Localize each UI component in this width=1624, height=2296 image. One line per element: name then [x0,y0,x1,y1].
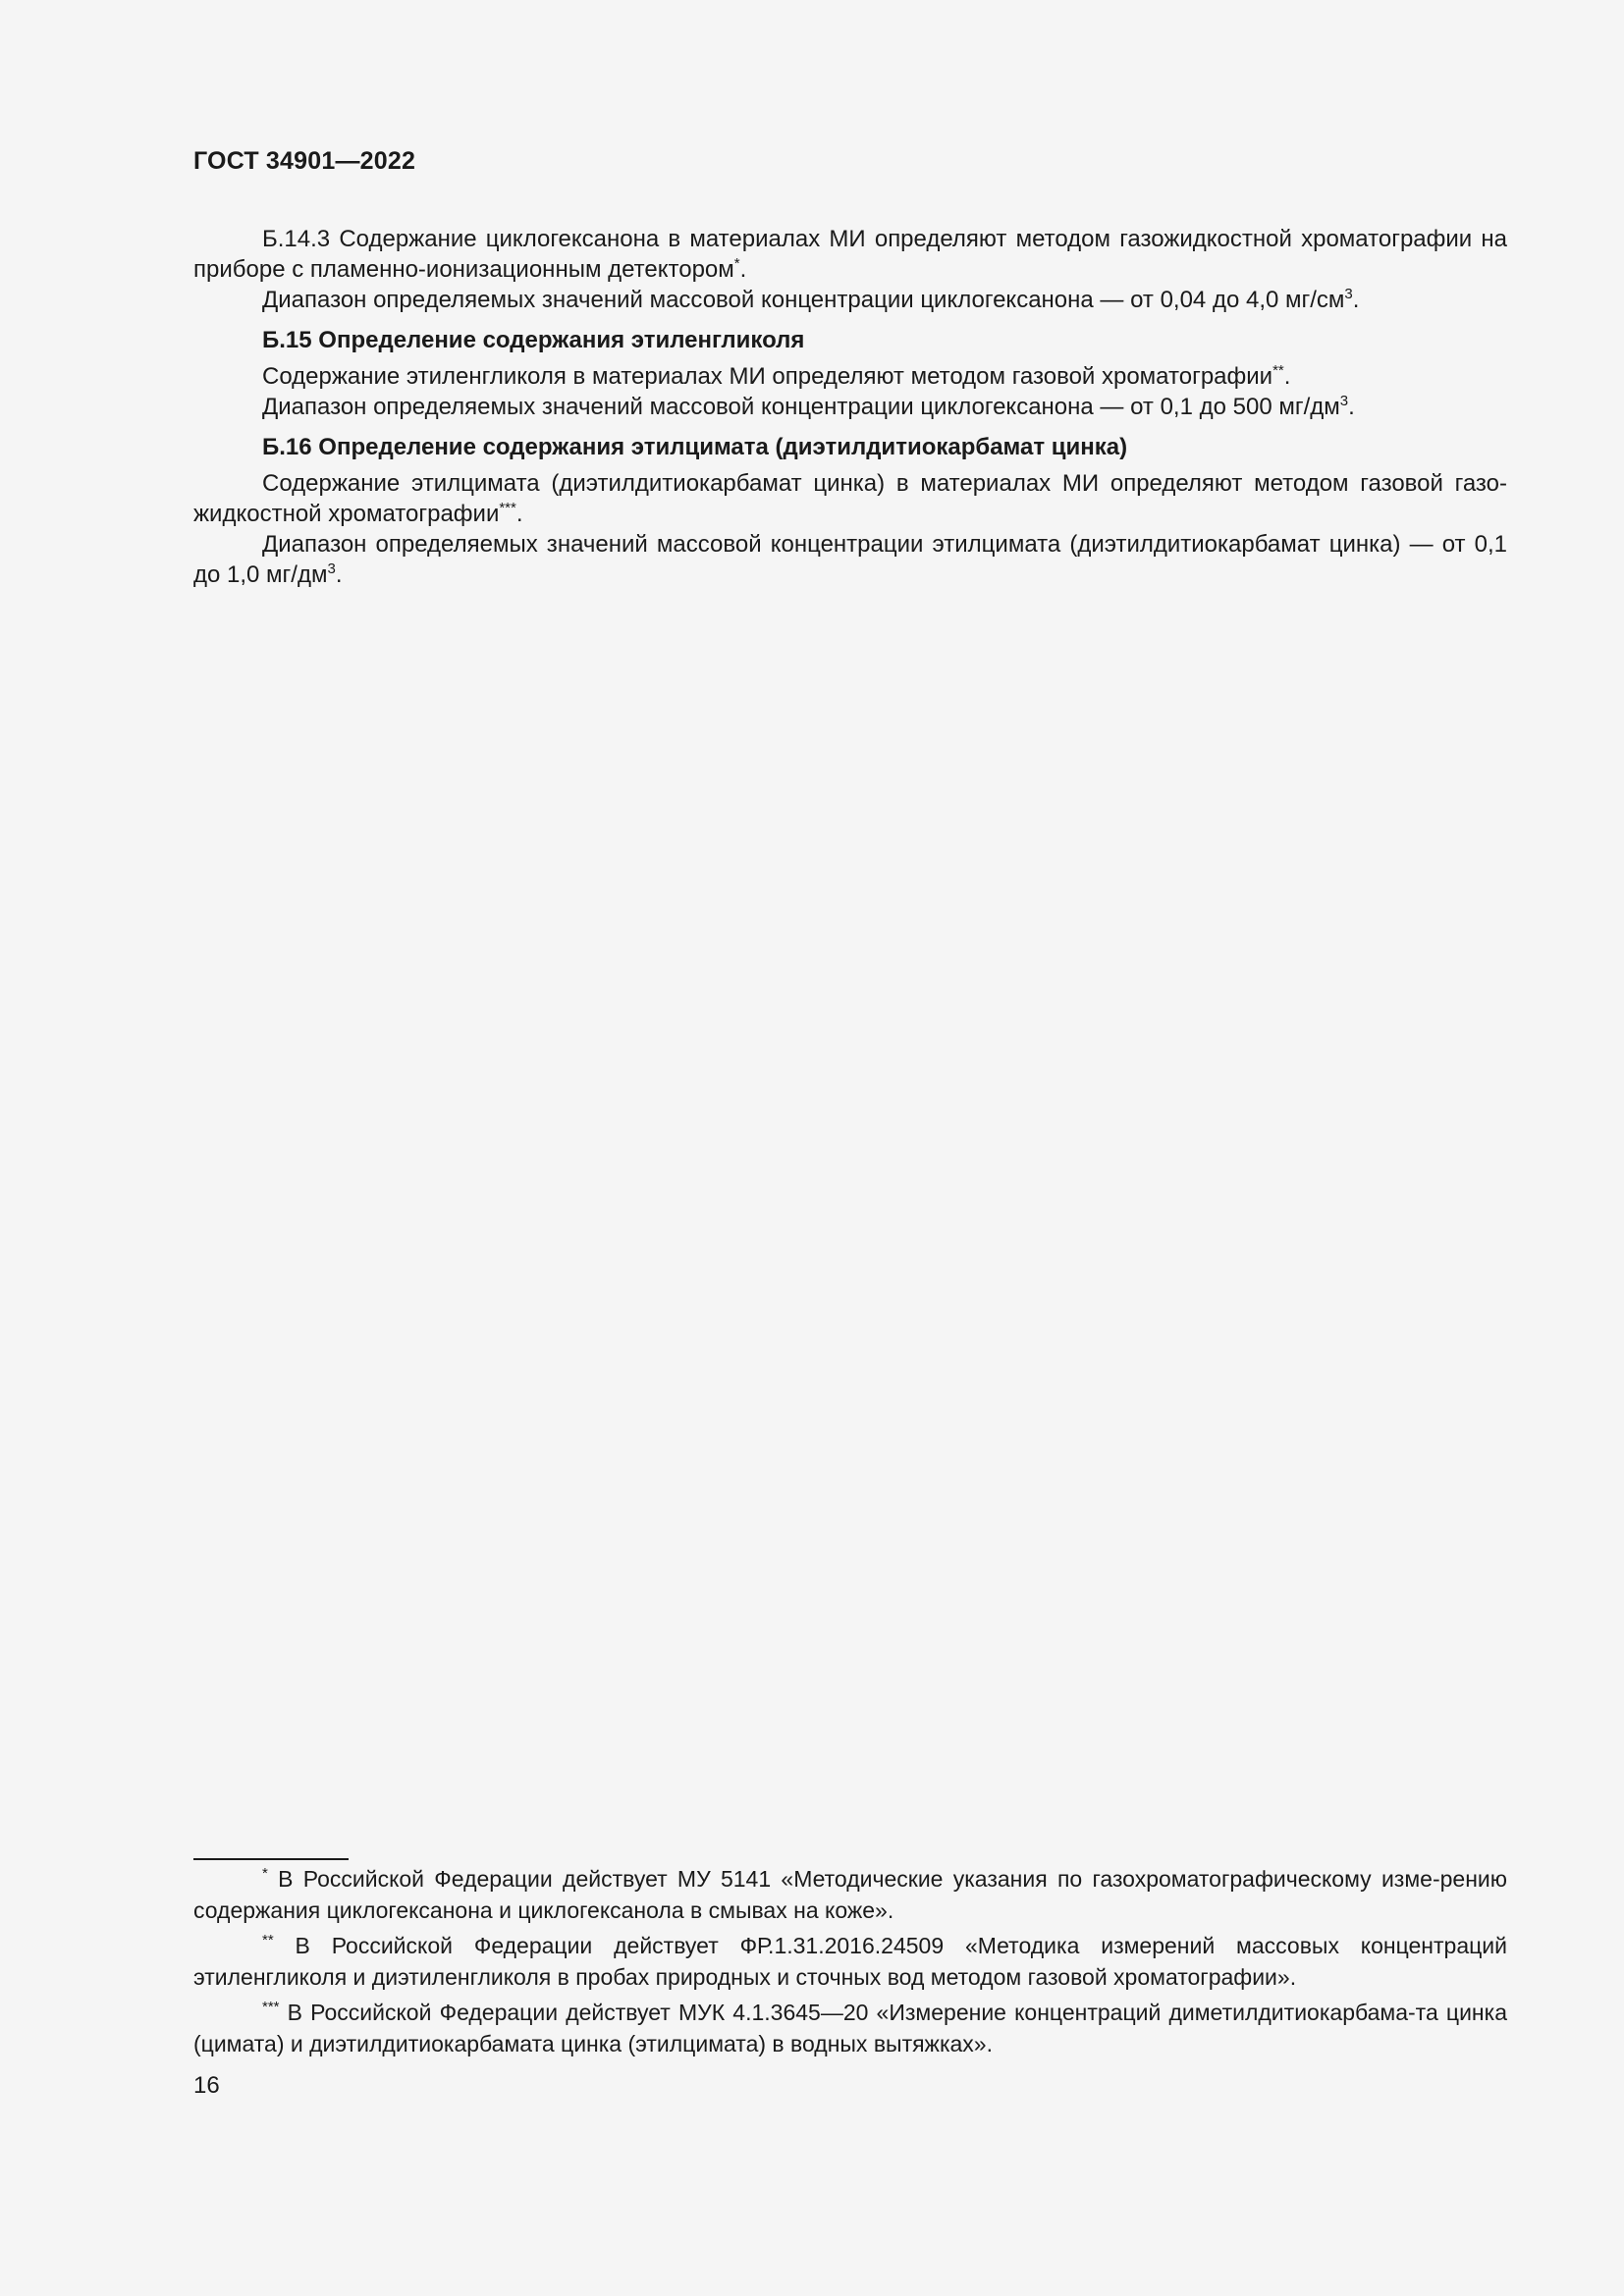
paragraph-range-ethylene-glycol: Диапазон определяемых значений массовой концентрации циклогексанона — от 0,1 до 500 $мг/дм^3$. [262,393,1355,420]
superscript: 3 [1339,393,1349,409]
superscript: 3 [1344,286,1353,302]
document-body [193,224,1507,590]
footnote-mark: ** [262,1932,274,1949]
section-heading-b16: Б.16 Определение содержания этилцимата (диэтилдитиокарбамат цинка) [262,434,1128,460]
footnotes [193,1863,1507,2063]
page-number: 16 [193,2072,220,2099]
superscript: 3 [327,561,336,577]
section-heading-b15: Б.15 Определение содержания этиленгликоля [262,327,805,353]
paragraph-ethylene-glycol: Содержание этиленгликоля в материалах МИ определяют методом газовой хроматографии**. [262,362,1291,390]
footnote-1: * В Российской Федерации действует МУ 5141 «Методические указания по газохроматографическому изме-рению содержания циклогексанона и циклогексанола в смывах на коже». [193,1865,1507,1923]
footnote-2: ** В Российской Федерации действует ФР.1.31.2016.24509 «Методика измерений массовых концентраций этиленгликоля и диэтиленгликоля в пробах природных и сточных вод методом газовой хроматографии». [193,1932,1507,1990]
paragraph-b14-3: Б.14.3 Содержание циклогексанона в материалах МИ определяют методом газожидкостной хроматографии на приборе с пламенно-ионизационным детектором*. [193,226,1507,283]
document-header: ГОСТ 34901—2022 [193,147,416,175]
footnote-ref: * [733,255,740,272]
footnote-3: *** В Российской Федерации действует МУК 4.1.3645—20 «Измерение концентраций диметилдитиокарбама-та цинка (цимата) и диэтилдитиокарбамата цинка (этилцимата) в водных вытяжках». [193,1999,1507,2056]
paragraph-ethylcimate: Содержание этилцимата (диэтилдитиокарбамат цинка) в материалах МИ определяют методом газовой газо-жидкостной хроматографии***. [193,470,1507,527]
paragraph-range-cyclohexanone: Диапазон определяемых значений массовой концентрации циклогексанона — от 0,04 до 4,0 $мг/см^3$. [262,286,1360,313]
footnote-divider [193,1858,349,1860]
footnote-mark: *** [262,1999,280,2015]
footnote-ref: ** [1272,362,1284,379]
footnote-ref: *** [499,500,516,516]
paragraph-range-ethylcimate: Диапазон определяемых значений массовой концентрации этилцимата (диэтилдитиокарбамат цинка) — от 0,1 до 1,0 $мг/дм^3$. [193,531,1507,588]
footnote-mark: * [262,1865,268,1882]
